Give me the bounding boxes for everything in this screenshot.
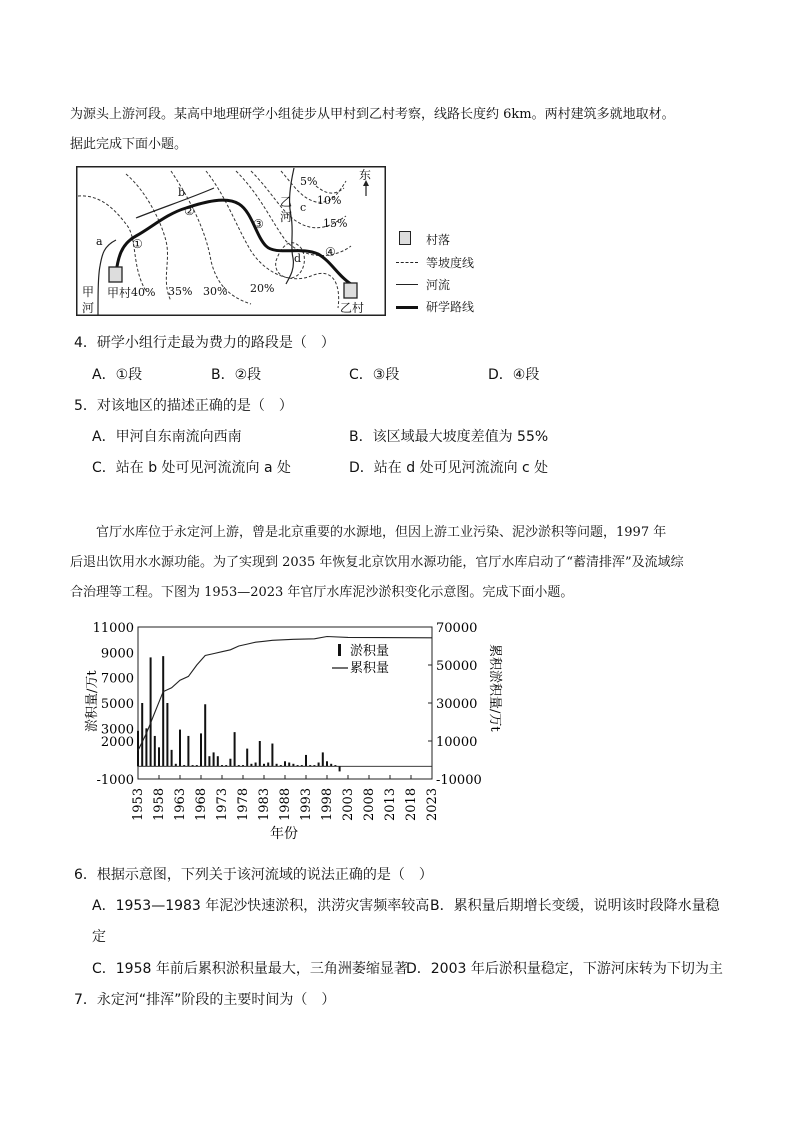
bar-1958 (158, 747, 160, 766)
bar-1997 (322, 752, 324, 766)
bar-1979 (246, 749, 248, 767)
q5-option-c[interactable]: C．站在 b 处可见河流流向 a 处 (92, 460, 292, 476)
point-a: a (96, 235, 103, 248)
legend-village-icon (399, 231, 411, 245)
bar-1959 (162, 656, 164, 766)
legend-river-icon (396, 284, 418, 285)
y-right-tick-label: 10000 (436, 735, 478, 750)
x-axis-label: 年份 (270, 826, 298, 842)
bar-1963 (179, 730, 181, 767)
bar-1993 (305, 755, 307, 766)
y-right-tick-label: -10000 (436, 773, 482, 788)
village-yi-marker (344, 283, 357, 298)
q6-option-d[interactable]: D．2003 年后淤积量稳定，下游河床转为下切为主 (406, 961, 723, 977)
x-tick-label-2023: 2023 (425, 787, 440, 821)
legend-contour-icon (396, 262, 418, 263)
segment-1: ① (132, 237, 143, 251)
river-yi-label-bottom: 河 (280, 210, 293, 224)
x-tick-label-1963: 1963 (173, 787, 188, 821)
y-axis-left-label: 淤积量/万t (85, 670, 100, 732)
q6-option-b-cont[interactable]: 定 (92, 929, 106, 945)
village-jia-marker (109, 267, 122, 282)
q5-option-a[interactable]: A．甲河自东南流向西南 (92, 429, 242, 445)
x-tick-label-1993: 1993 (299, 787, 314, 821)
passage2-line-3: 合治理等工程。下图为 1953—2023 年官厅水库泥沙淤积变化示意图。完成下面小题。 (70, 585, 574, 600)
y-right-tick-label: 70000 (436, 621, 478, 636)
q6-stem: 6．根据示意图，下列关于该河流域的说法正确的是（ ） (74, 867, 433, 883)
x-tick-label-1983: 1983 (257, 787, 272, 821)
x-tick-label-1958: 1958 (152, 787, 167, 821)
bar-1972 (217, 756, 219, 766)
x-tick-label-2013: 2013 (383, 787, 398, 821)
passage2-line-1: 官厅水库位于永定河上游，曾是北京重要的水源地，但因上游工业污染、泥沙淤积等问题，1997 年 (96, 525, 667, 540)
sediment-chart (76, 614, 516, 846)
bar-1989 (288, 763, 290, 767)
slope-label-15: 15% (323, 217, 348, 230)
sediment-chart-svg (76, 614, 516, 846)
passage2-line-2: 后退出饮用水水源功能。为了实现到 2035 年恢复北京饮用水源功能，官厅水库启动了“蓄清排浑”及流域综 (70, 555, 684, 570)
y-left-tick-label: 5000 (100, 697, 134, 712)
bar-1976 (234, 732, 236, 766)
y-axis-right-label: 累积淤积量/万t (487, 644, 502, 732)
river-yi-label-top: 乙 (280, 195, 293, 209)
x-tick-label-2003: 2003 (341, 787, 356, 821)
bar-1985 (271, 744, 273, 767)
legend-bar-icon (338, 644, 341, 656)
y-left-tick-label: 11000 (92, 621, 134, 636)
legend-bar-label: 淤积量 (350, 644, 390, 659)
q7-stem: 7．永定河“排浑”阶段的主要时间为（ ） (74, 992, 336, 1008)
x-tick-label-2008: 2008 (362, 787, 377, 821)
point-d: d (294, 252, 302, 265)
intro-line-2: 据此完成下面小题。 (70, 137, 188, 152)
slope-label-30: 30% (203, 285, 228, 298)
river-jia-label-bottom: 河 (82, 301, 95, 315)
legend-line-label: 累积量 (350, 661, 390, 676)
x-ticks (131, 775, 440, 821)
y-right-tick-label: 30000 (436, 697, 478, 712)
slope-label-10: 10% (317, 194, 342, 207)
y-left-tick-label: 2000 (100, 735, 134, 750)
q4-option-d[interactable]: D．④段 (488, 367, 540, 383)
bar-1998 (326, 761, 328, 766)
slope-label-5: 5% (300, 175, 318, 188)
bar-1954 (141, 703, 143, 766)
y-left-tick-label: 9000 (100, 646, 134, 662)
point-c: c (300, 201, 307, 214)
bar-1957 (154, 736, 156, 766)
q6-option-a[interactable]: A．1953—1983 年泥沙快速淤积，洪涝灾害频率较高 (92, 898, 430, 914)
segment-3: ③ (253, 217, 264, 231)
x-tick-label-1973: 1973 (215, 787, 230, 821)
bar-1965 (187, 736, 189, 766)
x-tick-label-1953: 1953 (131, 787, 146, 821)
y-left-tick-label: 3000 (100, 722, 134, 738)
segment-4: ④ (325, 245, 336, 259)
x-tick-label-1988: 1988 (278, 787, 293, 821)
village-yi-label: 乙村 (340, 301, 365, 315)
bar-1975 (229, 759, 231, 767)
slope-label-20: 20% (250, 282, 275, 295)
bar-1982 (259, 741, 261, 766)
legend-village-label: 村落 (426, 233, 451, 247)
slope-label-40: 40% (131, 286, 156, 299)
intro-line-1: 为源头上游河段。某高中地理研学小组徒步从甲村到乙村考察，线路长度约 6km。两村建筑多就地取材。 (70, 107, 675, 122)
village-jia-label: 甲村 (107, 286, 132, 300)
legend-river-label: 河流 (426, 278, 451, 292)
segment-2: ② (184, 204, 195, 218)
bar-1968 (200, 733, 202, 766)
y-right-tick-label: 50000 (436, 659, 478, 674)
topo-map (76, 166, 386, 316)
bar-1961 (171, 750, 173, 766)
q5-option-d[interactable]: D．站在 d 处可见河流流向 c 处 (349, 460, 549, 476)
legend-contour-label: 等坡度线 (426, 256, 475, 270)
legend-route-icon (396, 306, 418, 309)
bar-1971 (213, 752, 215, 766)
x-tick-label-1968: 1968 (194, 787, 209, 821)
bar-1969 (204, 704, 206, 766)
q4-option-b[interactable]: B．②段 (211, 367, 262, 383)
q5-stem: 5．对该地区的描述正确的是（ ） (74, 398, 293, 414)
x-tick-label-2018: 2018 (404, 787, 419, 821)
y-left-tick-label: 7000 (100, 671, 134, 687)
q6-option-c[interactable]: C．1958 年前后累积淤积量最大，三角洲萎缩显著 (92, 961, 408, 977)
q4-stem: 4．研学小组行走最为费力的路段是（ ） (74, 335, 335, 351)
q5-option-b[interactable]: B．该区域最大坡度差值为 55% (349, 429, 549, 445)
point-b: b (178, 186, 186, 199)
q4-option-a[interactable]: A．①段 (92, 367, 143, 383)
slope-label-35: 35% (168, 285, 193, 298)
bar-1996 (318, 763, 320, 767)
bar-1970 (208, 756, 210, 766)
x-tick-label-1998: 1998 (320, 787, 335, 821)
legend-route-label: 研学路线 (426, 300, 475, 314)
bar-1956 (150, 657, 152, 766)
bar-2001 (339, 766, 341, 771)
x-tick-label-1978: 1978 (236, 787, 251, 821)
bar-1981 (255, 763, 257, 767)
bar-1960 (166, 703, 168, 766)
bar-1988 (284, 761, 286, 766)
q4-option-c[interactable]: C．③段 (349, 367, 400, 383)
q6-option-b[interactable]: B．累积量后期增长变缓，说明该时段降水量稳 (430, 898, 720, 914)
river-jia-label-top: 甲 (82, 285, 95, 299)
north-label: 东 (359, 168, 372, 182)
bar-1984 (267, 763, 269, 767)
y-left-tick-label: -1000 (96, 773, 134, 788)
y-ticks-right (428, 621, 482, 788)
